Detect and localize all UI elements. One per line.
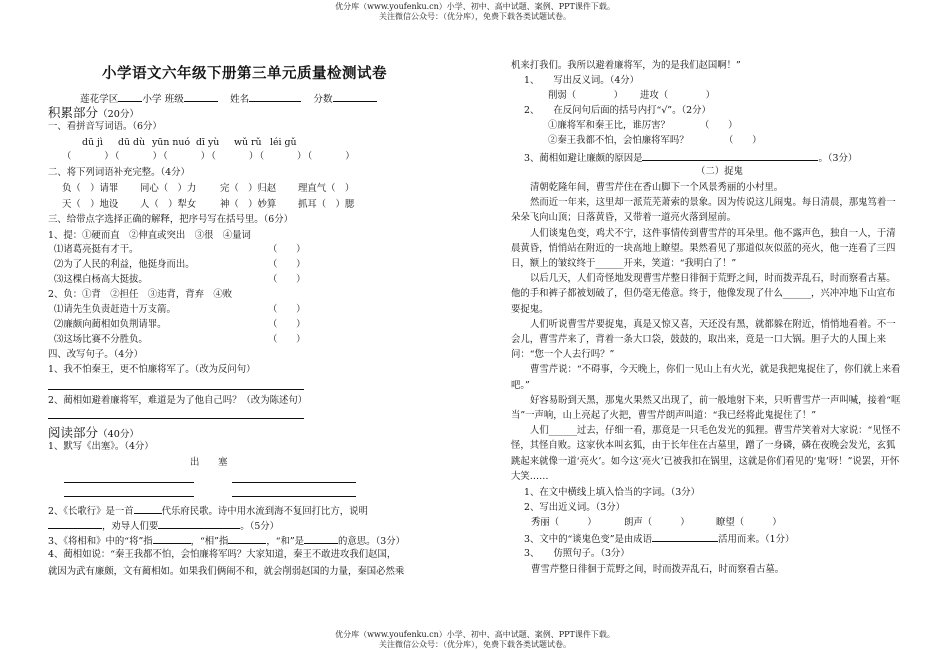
r3-line	[48, 534, 405, 548]
rq1-prompt: 1、 写出反义词。（4分）	[524, 75, 640, 86]
answer-line[interactable]	[232, 496, 356, 497]
pinyin-row	[0, 137, 950, 149]
check-paren[interactable]: （ ）	[724, 135, 762, 146]
sq2-prompt: 2、写出近义词。（3分）	[524, 502, 625, 513]
q3-item1-head: 1、提：①硬而直 ②伸直或突出 ③很 ④量词	[48, 230, 251, 241]
synonym[interactable]: 秀丽（ ）	[531, 517, 597, 528]
section-score: （20分）	[98, 109, 140, 120]
story-paragraph: 清朝乾隆年间，曹雪芹住在香山脚下一个风景秀丽的小村里。	[530, 182, 784, 193]
idiom[interactable]: 负（ ）请罪	[62, 183, 119, 194]
idiom[interactable]: 理直气（ ）	[298, 183, 355, 194]
name-blank[interactable]	[249, 92, 301, 102]
r2-text: 。（5分）	[240, 521, 280, 532]
story-paragraph: 人们______过去，仔细一看，那竟是一只毛色发光的狐狸。曹雪芹笑着对大家说：“见怪不怪，其怪自败。这家伙本叫玄狐，由于长年住在古墓里，蹭了一身磷，磷在夜晚会发光，玄狐跳起来就像一道‘亮火’。如今这‘亮火’已被我扣在锅里，这就是你们看见的‘鬼’呀！”说罢，开怀大笑……	[511, 425, 901, 482]
q3-item2-sub3: ⑶这场比赛不分胜负。	[54, 334, 148, 345]
r2-text: ，劝导人们要	[102, 521, 159, 532]
answer-line[interactable]	[48, 418, 304, 419]
sq4-prompt: 3、 仿照句子。（3分）	[524, 548, 630, 559]
answer-paren[interactable]: （ ）	[268, 304, 306, 315]
exam-title: 小学语文六年级下册第三单元质量检测试卷	[102, 66, 387, 82]
r3-text: ，“和”是	[266, 536, 305, 547]
answer-paren[interactable]: （ ）	[268, 259, 306, 270]
poem-title: 出 塞	[190, 457, 228, 468]
story-paragraph: 人们听说曹雪芹要捉鬼，真是又惊又喜，天还没有黑，就都躲在附近，悄悄地看着。不一会儿，曹雪芹来了，背着一条大口袋，鼓鼓的，取出来，竟是一口大锅。胆子大的人围上来问：“您一个人去行吗？”	[511, 318, 896, 361]
header-line-2: 关注微信公众号：（优分库），免费下载各类试题试卷。	[379, 12, 571, 21]
rq2-prompt: 2、 在反问句后面的括号内打“√”。（2分）	[524, 105, 711, 116]
synonym[interactable]: 瞭望（ ）	[716, 517, 782, 528]
answer-paren[interactable]: （ ）	[268, 274, 306, 285]
r2-line-2	[48, 519, 279, 533]
q3-prompt: 三、给带点字选择正确的解释，把序号写在括号里。（6分）	[48, 214, 294, 225]
story-paragraph: 好容易盼到天黑，那鬼火果然又出现了，前一般地射下来，只听曹雪芹一声叫喊，接着“哐当”一声响，山上亮起了火把，曹雪芹朗声叫道：“我已经将此鬼捉住了！”	[511, 394, 901, 422]
pinyin-5: wǔ rǔ	[234, 137, 262, 148]
section-title: 阅读部分	[48, 425, 99, 440]
passage-continuation: 机来打我们。我所以避着廉将军，为的是我们赵国啊！”	[511, 60, 741, 71]
q3-item2-head: 2、负：①背 ②担任 ③违背，背弃 ④败	[48, 289, 233, 300]
sq3-text: 活用而来。（1分）	[718, 534, 795, 545]
synonym[interactable]: 朗声（ ）	[624, 517, 690, 528]
q3-item2-sub1: ⑴请先生负责赶造十万支箭。	[54, 304, 176, 315]
r3-text: ，“相”指	[190, 536, 229, 547]
idiom[interactable]: 神（ ）妙算	[220, 199, 277, 210]
score-label: 分数	[313, 94, 333, 105]
footer-line-1: 优分库（www.youfenku.cn）小学、初中、高中试题、案例、PPT课件下载。	[335, 630, 615, 639]
option-1: ①廉将军和秦王比，谁厉害？	[548, 120, 670, 131]
pinyin-6: léi gǔ	[270, 137, 297, 148]
answer-paren[interactable]: （ ）	[268, 244, 306, 255]
sq3-text: 3、文中的“谈鬼色变”是由成语	[524, 534, 653, 545]
q3-item2-sub2: ⑵廉颇向蔺相如负荆请罪。	[54, 319, 167, 330]
q4-prompt: 四、改写句子。（4分）	[48, 349, 144, 360]
section-title: 积累部分	[48, 105, 99, 120]
r3-text: 3、《将相和》中的“将”指	[48, 536, 153, 547]
section-accumulation	[48, 102, 139, 121]
r2-text: 2、《长歌行》是一首	[48, 506, 134, 517]
check-paren[interactable]: （ ）	[700, 120, 738, 131]
story-body	[511, 180, 903, 484]
idiom[interactable]: 抓耳（ ）腮	[298, 199, 355, 210]
score-blank[interactable]	[333, 92, 377, 102]
q2-prompt: 二、将下列词语补充完整。（4分）	[48, 167, 190, 178]
section-score: （40分）	[98, 429, 140, 440]
answer-blank[interactable]	[652, 532, 718, 542]
idiom[interactable]: 天（ ）地设	[62, 199, 119, 210]
idiom[interactable]: 人（ ）犁女	[140, 199, 197, 210]
q1-prompt: 一、看拼音写词语。（6分）	[48, 121, 162, 132]
sq4-sentence: 曹雪芹整日徘徊于荒野之间，时而拨弄乱石，时而察看古墓。	[531, 564, 785, 575]
story-paragraph: 然而近一年来，这里却一派荒芜萧索的景象。因为传说这儿闹鬼。每日清晨，那鬼笃着一朵朵飞向山顶；日落黄昏，又带着一道亮火落到屋前。	[511, 197, 896, 224]
pinyin-4: dī yù	[196, 137, 220, 148]
q4-sentence-2: 2、蔺相如避着廉将军，难道是为了他自己吗？（改为陈述句）	[48, 395, 308, 406]
header-line-1: 优分库（www.youfenku.cn）小学、初中、高中试题、案例、PPT课件下载。	[335, 2, 615, 11]
pinyin-answer-brackets[interactable]: （ ）（ ）（ ）（ ）（ ）（ ）	[62, 151, 356, 162]
answer-blank[interactable]	[642, 151, 818, 161]
q4-sentence-1: 1、我不怕秦王，更不怕廉将军了。（改为反问句）	[48, 364, 256, 375]
q3-item1-sub2: ⑵为了人民的利益，他挺身而出。	[54, 259, 195, 270]
story-paragraph: 人们谈鬼色变，鸡犬不宁，这件事情传到曹雪芹的耳朵里。他不露声色，独自一人，于清晨黄昏，悄悄站在附近的一块高地上瞭望。果然看见了那道似灰似蓝的亮火，他一连看了三四日，额上的皱纹终于______开来，笑道：“我明白了！”	[511, 227, 896, 270]
answer-line[interactable]	[64, 496, 194, 497]
school-suffix: 小学 班级	[142, 94, 184, 105]
answer-line[interactable]	[232, 482, 356, 483]
pinyin-1: dū jì	[82, 137, 103, 148]
footer-line-2: 关注微信公众号：（优分库），免费下载各类试题试卷。	[379, 640, 571, 649]
story-title: （二）捉鬼	[696, 166, 743, 177]
r2-text: 代乐府民歌。诗中用水流到海不复回打比方，说明	[161, 506, 368, 517]
section-reading	[48, 422, 139, 441]
answer-line[interactable]	[64, 482, 194, 483]
r4-line-1: 4、蔺相如说：“秦王我都不怕，会怕廉将军吗？大家知道，秦王不敢进攻我们赵国，	[48, 549, 397, 560]
rq3-end: 。（3分）	[818, 153, 858, 164]
school-prefix: 莲花学区	[80, 94, 119, 105]
antonym-2[interactable]: 进攻（ ）	[640, 90, 716, 101]
name-label: 姓名	[230, 94, 250, 105]
school-blank[interactable]	[118, 92, 142, 102]
sq3-line	[524, 532, 794, 546]
rq3-line	[524, 151, 857, 165]
answer-blank[interactable]	[304, 534, 338, 544]
page-footer	[0, 630, 950, 650]
r4-line-2: 就因为武有廉颇，文有蔺相如。如果我们俩闹不和，就会削弱赵国的力量，秦国必然乘	[48, 566, 405, 577]
sq1-prompt: 1、在文中横线上填入恰当的字词。（3分）	[524, 487, 700, 498]
idiom[interactable]: 完（ ）归赵	[220, 183, 277, 194]
answer-blank[interactable]	[48, 519, 102, 529]
r3-text: 的意思。（3分）	[338, 536, 405, 547]
answer-blank[interactable]	[158, 519, 240, 529]
option-2: ②秦王我都不怕，会怕廉将军吗？	[548, 135, 689, 146]
story-paragraph: 以后几天，人们奇怪地发现曹雪芹整日徘徊于荒野之间，时而拨弄乱石，时而察看古墓。他的手和裤子都被划破了，但仍毫无倦意。终于，他像发现了什么______，兴冲冲地下山宣布要捉鬼。	[511, 273, 896, 315]
r1-prompt: 1、默写《出塞》。（4分）	[48, 441, 154, 452]
pinyin-2: dū dù	[118, 137, 146, 148]
page-header	[0, 2, 950, 22]
antonym-1[interactable]: 削弱（ ）	[548, 90, 624, 101]
answer-paren[interactable]: （ ）	[268, 319, 306, 330]
idiom[interactable]: 同心（ ）力	[140, 183, 197, 194]
answer-blank[interactable]	[228, 534, 266, 544]
r2-line-1	[48, 504, 368, 518]
story-paragraph: 曹雪芹说：“不碍事，今天晚上，你们一见山上有火光，就是我把鬼捉住了，你们就上来看吧。”	[511, 364, 901, 391]
answer-blank[interactable]	[134, 504, 162, 514]
answer-line[interactable]	[48, 389, 304, 390]
class-blank[interactable]	[184, 92, 218, 102]
answer-paren[interactable]: （ ）	[268, 334, 306, 345]
q3-item1-sub3: ⑶这棵白杨高大挺拔。	[54, 274, 148, 285]
rq3-text: 3、蔺相如避让廉颇的原因是	[524, 153, 643, 164]
pinyin-3: yūn nuó	[152, 137, 191, 148]
q3-item1-sub1: ⑴诸葛亮挺有才干。	[54, 244, 139, 255]
answer-blank[interactable]	[153, 534, 191, 544]
